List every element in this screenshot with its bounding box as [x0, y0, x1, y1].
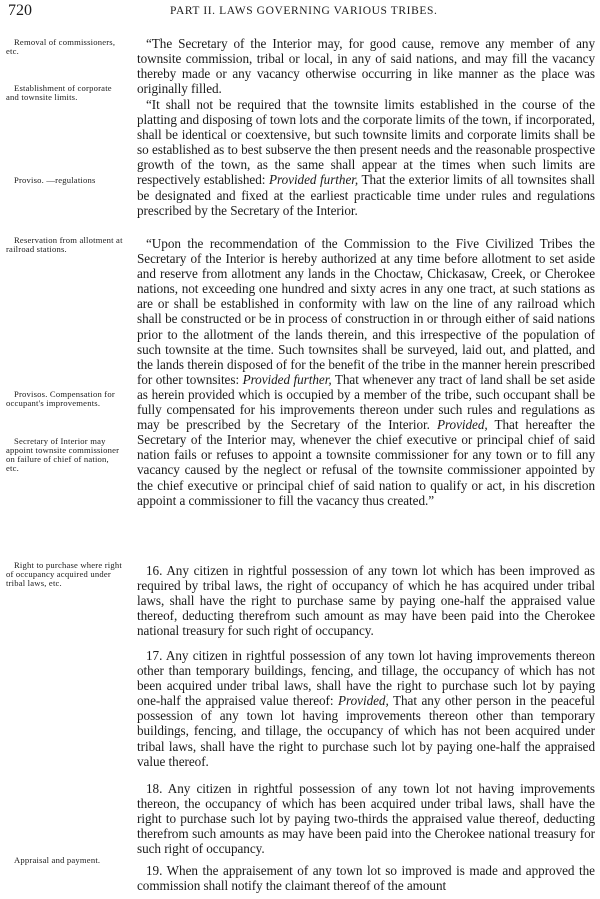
- paragraph-17: 17. Any citizen in rightful possession of any town lot having improvements thereon other than temporary buildings, fencing, and tillage, the occupancy of which has not been acquired under tribal laws, shall have the right to purchase such lot by paying one-half the appraised value thereof: Provided, That any other person in the peaceful possession of any town lot having improvements thereon other than temporary buildings, fencing, and tillage, the occupancy of which has not been acquired under tribal laws, shall have the right to purchase such lot by paying one-half the appraised value thereof.: [137, 648, 595, 769]
- margin-note-provisos-compensation: Provisos. Compensation for occupant's improvements.: [6, 389, 115, 408]
- paragraph-removal: “The Secretary of the Interior may, for good cause, remove any member of any townsite commission, tribal or local, in any of said nations, and may fill the vacancy thereby made or any vacancy otherwise occurring in like manner as the place was originally filled.: [137, 36, 595, 97]
- paragraph-18: 18. Any citizen in rightful possession of any town lot not having improvements thereon, the occupancy of which has been acquired under tribal laws, shall have the right to purchase such lot by paying two-thirds the appraised value thereof, deducting therefrom such amounts as may have been paid into the Cherokee national treasury for such right of occupancy.: [137, 781, 595, 857]
- margin-note-removal: Removal of commissioners, etc.: [6, 37, 116, 56]
- paragraph-townsite-limits: “It shall not be required that the townsite limits established in the course of the platting and disposing of town lots and the corporate limits of the town, if incorporated, shall be identical or coextensive, but such townsite limits and corporate limits shall be so established as to best subserve the then present needs and the reasonable prospective growth of the town, as the same shall appear at the times when such limits are respectively established: Provided further, That the exterior limits of all townsites shall be designated and fixed at the earliest practicable time under rules and regulations prescribed by the Secretary of the Interior.: [137, 97, 596, 218]
- paragraph-railroad-stations: “Upon the recommendation of the Commission to the Five Civilized Tribes the Secretary of the Interior is hereby authorized at any time before allotment to set aside and reserve from allotment any lands in the Choctaw, Chickasaw, Creek, or Cherokee nations, not exceeding one hundred and sixty acres in any one tract, at such stations as are or shall be established in conformity with law on the line of any railroad which shall be constructed or be in process of construction in or through either of said nations prior to the allotment of the lands therein, and this irrespective of the population of such townsite at the time. Such townsites shall be surveyed, laid out, and platted, and the lands therein disposed of for the benefit of the tribe in the manner herein prescribed for other townsites: Provided further, That whenever any tract of land shall be set aside as herein provided which is occupied by a member of the tribe, such occupant shall be fully compensated for his improvements thereon under such rules and regulations as may be prescribed by the Secretary of the Interior. Provided, That hereafter the Secretary of the Interior may, whenever the chief executive or principal chief of said nation fails or refuses to appoint a townsite commissioner for any town or to fill any vacancy caused by the neglect or refusal of the townsite commissioner appointed by the chief executive or principal chief of said nation to qualify or act, in his discretion appoint a commissioner to fill the vacancy thus created.”: [137, 236, 595, 508]
- margin-note-reservation: Reservation from allotment at railroad stations.: [6, 235, 123, 254]
- paragraph-19: 19. When the appraisement of any town lot so improved is made and approved the commission shall notify the claimant thereof of the amount: [137, 863, 595, 894]
- margin-note-proviso-regulations: Proviso. —regulations: [14, 175, 96, 185]
- margin-note-townsite-limits: Establishment of corporate and townsite limits.: [6, 83, 112, 102]
- running-title: PART II. LAWS GOVERNING VARIOUS TRIBES.: [170, 5, 438, 17]
- margin-note-right-to-purchase: Right to purchase where right of occupancy acquired under tribal laws, etc.: [6, 560, 122, 588]
- paragraph-16: 16. Any citizen in rightful possession of any town lot which has been improved as required by tribal laws, the right of occupancy of which he has acquired under tribal laws, shall have the right to purchase same by paying one-half the appraised value thereof, deducting therefrom such amount as may have been paid into the Cherokee national treasury for such right of occupancy.: [137, 563, 595, 639]
- page-number: 720: [8, 2, 32, 19]
- margin-note-appraisal: Appraisal and payment.: [14, 855, 101, 865]
- margin-note-secretary-appoint: Secretary of Interior may appoint townsite commissioner on failure of chief of nation, etc.: [6, 436, 120, 473]
